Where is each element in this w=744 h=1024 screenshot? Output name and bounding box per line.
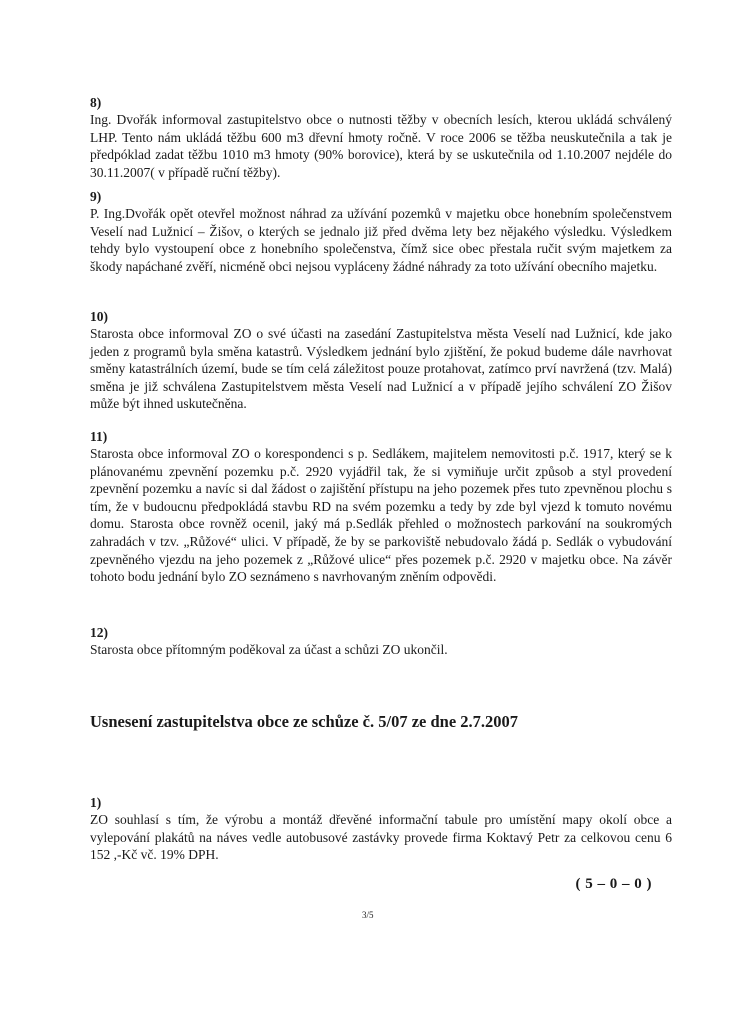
section-number: 11) — [90, 429, 108, 444]
resolution-number: 1) — [90, 795, 102, 810]
section-10 — [90, 308, 672, 413]
section-number: 10) — [90, 309, 108, 324]
page-number: 3/5 — [362, 910, 374, 920]
section-8 — [90, 94, 672, 181]
resolution-text: ZO souhlasí s tím, že výrobu a montáž dřevěné informační tabule pro umístění mapy okolí obce a vylepování plakátů na náves vedle autobusové zastávky provede firma Koktavý Petr za celkovou cenu 6 152 ,-Kč vč. 19% DPH. — [90, 812, 672, 863]
section-11 — [90, 428, 672, 586]
section-9 — [90, 188, 672, 275]
section-text: Ing. Dvořák informoval zastupitelstvo obce o nutnosti těžby v obecních lesích, kterou ukládá schválený LHP. Tento nám ukládá těžbu 600 m3 dřevní hmoty ročně. V roce 2006 se těžba neuskutečnila a tak je předpóklad zadat těžbu 1010 m3 hmoty (90% borovice), která by se uskutečnila od 1.10.2007 nejdéle do 30.11.2007( v případě ruční těžby). — [90, 112, 672, 180]
section-number: 8) — [90, 95, 102, 110]
section-text: Starosta obce informoval ZO o své účasti na zasedání Zastupitelstva města Veselí nad Lužnicí, kde jako jeden z programů byla směna katastrů. Výsledkem jednání bylo zjištění, že pokud budeme dále navrhovat směny katastrálních území, bude se tím celá záležitost pouze protahovat, zatímco prví navržená (tzv. Malá) směna je již schválena Zastupitelstvem města Veselí nad Lužnicí a v případě jejího schválení ZO Žišov může být ihned uskutečněna. — [90, 326, 672, 412]
resolution-1 — [90, 794, 672, 864]
section-text: Starosta obce přítomným poděkoval za účast a schůzi ZO ukončil. — [90, 642, 448, 657]
section-number: 12) — [90, 625, 108, 640]
vote-result: ( 5 – 0 – 0 ) — [575, 876, 652, 892]
section-number: 9) — [90, 189, 102, 204]
section-text: Starosta obce informoval ZO o korespondenci s p. Sedlákem, majitelem nemovitosti p.č. 1917, který se k plánovanému zpevnění pozemku p.č. 2920 vyjádřil tak, že si vymiňuje určit způsob a styl provedení zpevnění pozemku a navíc si dal žádost o zajištění přístupu na jeho pozemek přes tuto zpevněnou plochu s tím, že v budoucnu předpokládá stavbu RD na svém pozemku a tedy by zde byl vjezd k tomuto novému domu. Starosta obce rovněž ocenil, jaký má p.Sedlák přehled o možnostech parkování na soukromých zahradách v tzv. „Růžové“ ulici. V případě, že by se parkoviště nebudovalo žádá p. Sedlák o vybudování zpevněného vjezdu na jeho pozemek z „Růžové ulice“ přes pozemek p.č. 2920 v majetku obce. Na závěr tohoto bodu jednání bylo ZO seznámeno s navrhovaným zněním odpovědi. — [90, 446, 672, 585]
resolution-heading: Usnesení zastupitelstva obce ze schůze č. 5/07 ze dne 2.7.2007 — [90, 712, 519, 731]
section-12 — [90, 624, 672, 659]
section-text: P. Ing.Dvořák opět otevřel možnost náhrad za užívání pozemků v majetku obce honebním společenstvem Veselí nad Lužnicí – Žišov, o kterých se jednalo již před dvěma lety bez nějakého výsledku. Výsledkem tehdy bylo vystoupení obce z honebního společenstva, čímž sice obec přestala ručit svým majetkem za škody napáchané zvěří, nicméně obci nejsou vypláceny žádné náhrady za toto užívání obecního majetku. — [90, 206, 672, 274]
